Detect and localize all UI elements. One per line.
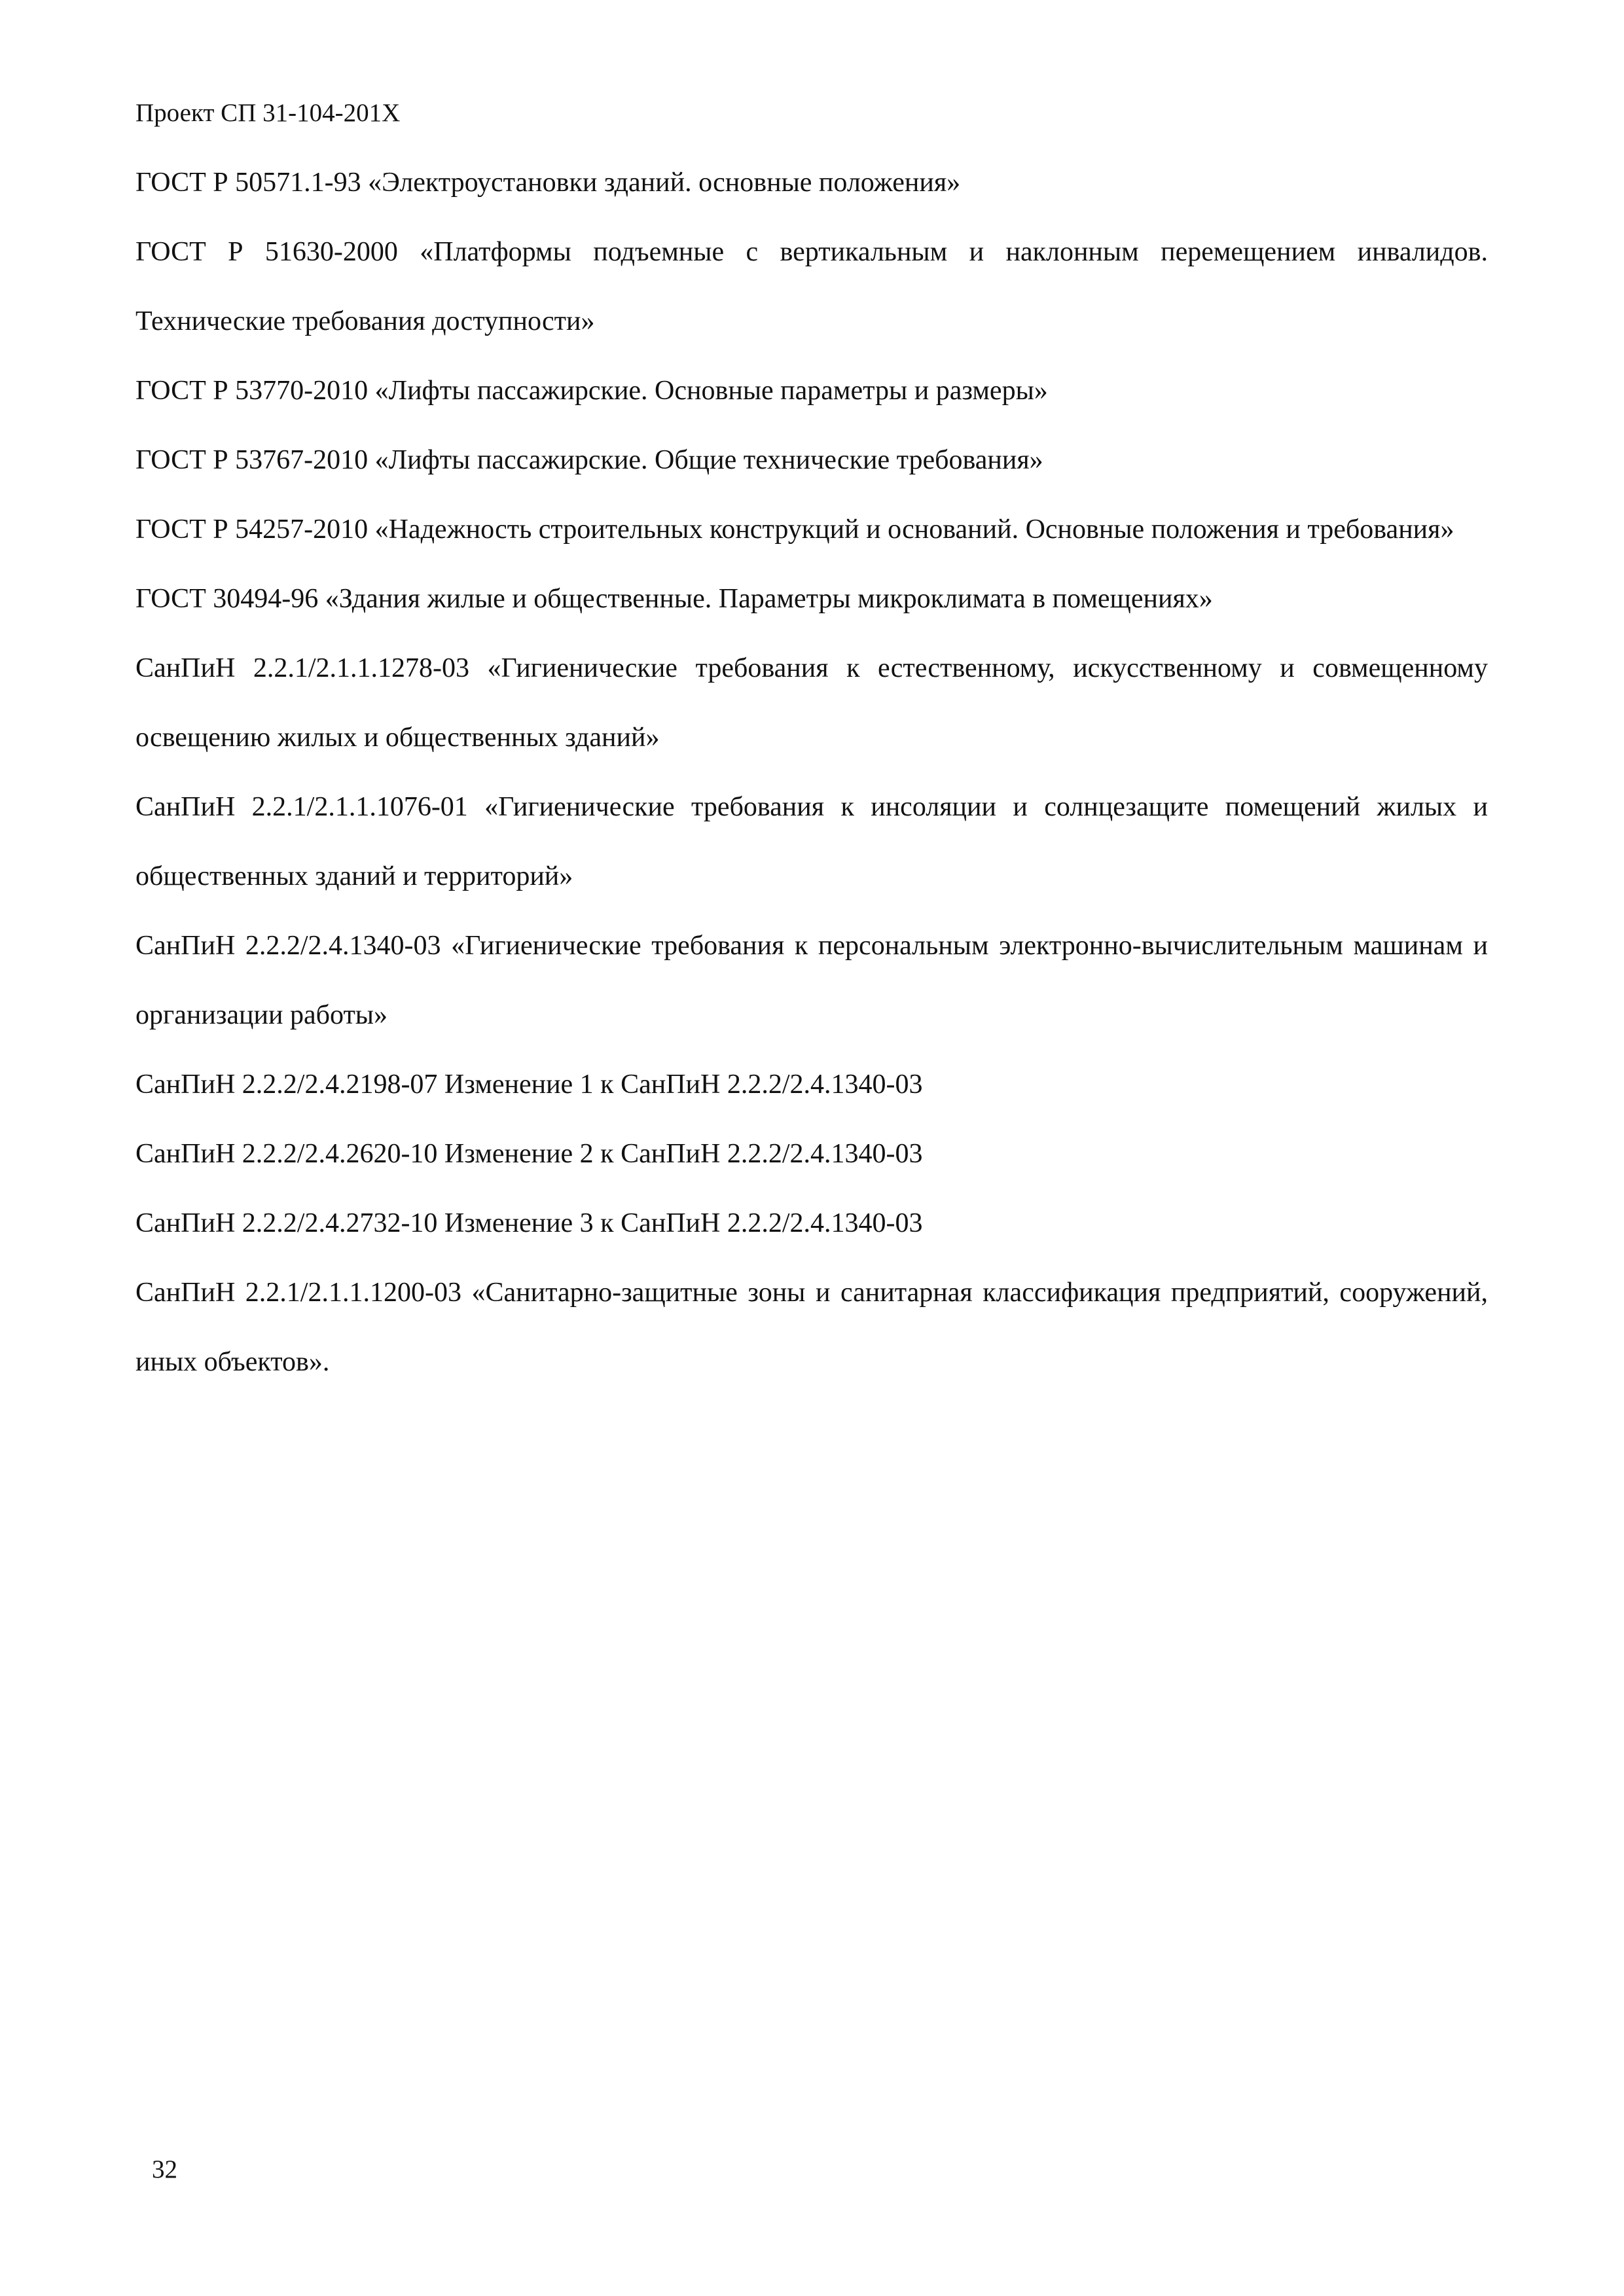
reference-item-5: ГОСТ Р 54257-2010 «Надежность строительных конструкций и оснований. Основные положения и требования»	[135, 514, 1454, 545]
reference-item-8: СанПиН 2.2.1/2.1.1.1076-01 «Гигиенические требования к инсоляции и солнцезащите помещений жилых и общественных зданий и территорий»	[135, 792, 1488, 891]
reference-item-4: ГОСТ Р 53767-2010 «Лифты пассажирские. Общие технические требования»	[135, 445, 1043, 475]
reference-item-9: СанПиН 2.2.2/2.4.1340-03 «Гигиенические требования к персональным электронно-вычислительным машинам и организации работы»	[135, 931, 1488, 1030]
project-header: Проект СП 31-104-201Х	[135, 99, 401, 127]
reference-item-2: ГОСТ Р 51630-2000 «Платформы подъемные с вертикальным и наклонным перемещением инвалидов. Технические требования доступности»	[135, 237, 1488, 336]
reference-item-12: СанПиН 2.2.2/2.4.2732-10 Изменение 3 к СанПиН 2.2.2/2.4.1340-03	[135, 1208, 923, 1238]
reference-item-6: ГОСТ 30494-96 «Здания жилые и общественные. Параметры микроклимата в помещениях»	[135, 584, 1213, 614]
reference-list	[135, 148, 1488, 1397]
reference-item-13: СанПиН 2.2.1/2.1.1.1200-03 «Санитарно-защитные зоны и санитарная классификация предприятий, сооружений, иных объектов».	[135, 1278, 1488, 1377]
reference-item-3: ГОСТ Р 53770-2010 «Лифты пассажирские. Основные параметры и размеры»	[135, 376, 1048, 406]
reference-item-1: ГОСТ Р 50571.1-93 «Электроустановки зданий. основные положения»	[135, 168, 961, 198]
reference-item-11: СанПиН 2.2.2/2.4.2620-10 Изменение 2 к СанПиН 2.2.2/2.4.1340-03	[135, 1139, 923, 1169]
reference-item-10: СанПиН 2.2.2/2.4.2198-07 Изменение 1 к СанПиН 2.2.2/2.4.1340-03	[135, 1069, 923, 1100]
page-number: 32	[152, 2155, 177, 2183]
reference-item-7: СанПиН 2.2.1/2.1.1.1278-03 «Гигиенические требования к естественному, искусственному и совмещенному освещению жилых и общественных зданий»	[135, 653, 1488, 753]
